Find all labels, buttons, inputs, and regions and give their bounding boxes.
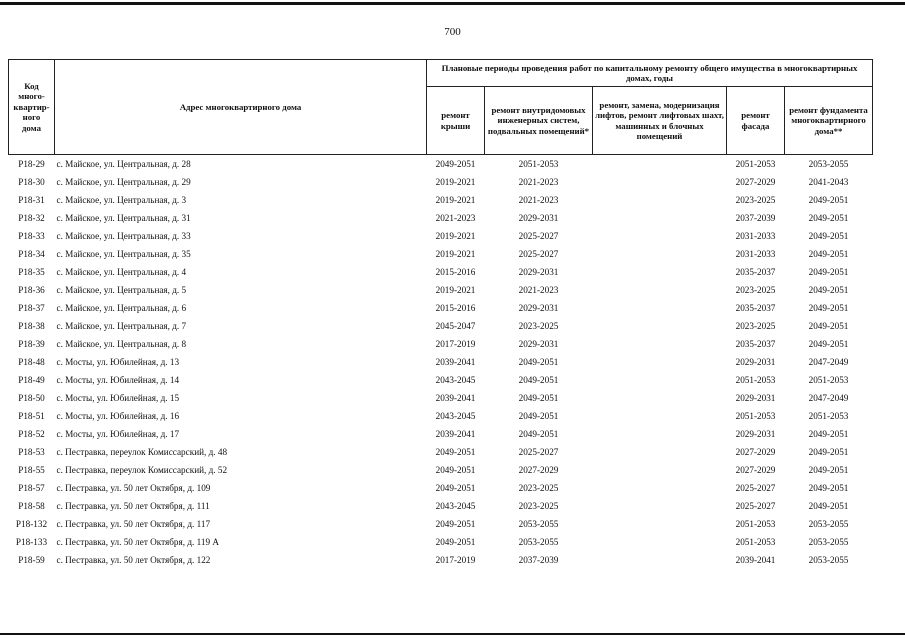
cell-roof: 2017-2019 bbox=[435, 339, 476, 349]
page-number: 700 bbox=[444, 26, 461, 38]
cell-address: с. Пестравка, ул. 50 лет Октября, д. 122 bbox=[56, 555, 211, 565]
header-foundation: ремонт фундамента многоквартирного дома** bbox=[785, 87, 873, 155]
cell-facade: 2051-2053 bbox=[735, 375, 776, 385]
cell-address: с. Пестравка, ул. 50 лет Октября, д. 119 А bbox=[56, 537, 219, 547]
cell-roof: 2049-2051 bbox=[435, 447, 476, 457]
table-row bbox=[9, 371, 873, 389]
cell-code: P18-34 bbox=[18, 249, 45, 259]
cell-address: с. Майское, ул. Центральная, д. 5 bbox=[56, 285, 187, 295]
header-code-line: дома bbox=[21, 122, 41, 133]
cell-foundation: 2049-2051 bbox=[808, 231, 849, 241]
table-row bbox=[9, 209, 873, 227]
cell-lifts bbox=[593, 407, 727, 425]
cell-lifts bbox=[593, 191, 727, 209]
cell-code: P18-53 bbox=[18, 447, 45, 457]
cell-address: с. Майское, ул. Центральная, д. 6 bbox=[56, 303, 187, 313]
cell-code: P18-36 bbox=[18, 285, 45, 295]
table-row bbox=[9, 317, 873, 335]
cell-roof: 2043-2045 bbox=[435, 375, 476, 385]
cell-systems: 2049-2051 bbox=[518, 375, 559, 385]
cell-address: с. Пестравка, переулок Комиссарский, д. 52 bbox=[56, 465, 228, 475]
cell-foundation: 2049-2051 bbox=[808, 213, 849, 223]
header-code bbox=[9, 60, 55, 155]
cell-address: с. Мосты, ул. Юбилейная, д. 13 bbox=[56, 357, 180, 367]
cell-systems: 2029-2031 bbox=[518, 267, 559, 277]
cell-systems: 2027-2029 bbox=[518, 465, 559, 475]
cell-code: P18-132 bbox=[15, 519, 48, 529]
table-row bbox=[9, 425, 873, 443]
table-row bbox=[9, 281, 873, 299]
table-row bbox=[9, 191, 873, 209]
cell-code: P18-59 bbox=[18, 555, 45, 565]
cell-roof: 2019-2021 bbox=[435, 177, 476, 187]
cell-facade: 2025-2027 bbox=[735, 483, 776, 493]
cell-code: P18-35 bbox=[18, 267, 45, 277]
cell-lifts bbox=[593, 515, 727, 533]
header-address: Адрес многоквартирного дома bbox=[55, 60, 427, 155]
cell-roof: 2017-2019 bbox=[435, 555, 476, 565]
cell-roof: 2043-2045 bbox=[435, 411, 476, 421]
cell-foundation: 2049-2051 bbox=[808, 339, 849, 349]
cell-systems: 2025-2027 bbox=[518, 447, 559, 457]
cell-code: P18-32 bbox=[18, 213, 45, 223]
cell-foundation: 2049-2051 bbox=[808, 249, 849, 259]
cell-code: P18-51 bbox=[18, 411, 45, 421]
bottom-rule bbox=[0, 633, 905, 635]
cell-systems: 2049-2051 bbox=[518, 393, 559, 403]
cell-facade: 2023-2025 bbox=[735, 285, 776, 295]
cell-address: с. Пестравка, ул. 50 лет Октября, д. 117 bbox=[56, 519, 211, 529]
cell-lifts bbox=[593, 227, 727, 245]
cell-roof: 2019-2021 bbox=[435, 285, 476, 295]
cell-systems: 2021-2023 bbox=[518, 285, 559, 295]
cell-code: P18-48 bbox=[18, 357, 45, 367]
table-row bbox=[9, 245, 873, 263]
cell-code: P18-58 bbox=[18, 501, 45, 511]
cell-roof: 2043-2045 bbox=[435, 501, 476, 511]
cell-address: с. Майское, ул. Центральная, д. 33 bbox=[56, 231, 191, 241]
cell-roof: 2049-2051 bbox=[435, 537, 476, 547]
table-row bbox=[9, 389, 873, 407]
cell-lifts bbox=[593, 497, 727, 515]
cell-address: с. Мосты, ул. Юбилейная, д. 16 bbox=[56, 411, 180, 421]
cell-facade: 2051-2053 bbox=[735, 411, 776, 421]
cell-address: с. Мосты, ул. Юбилейная, д. 17 bbox=[56, 429, 180, 439]
cell-code: P18-38 bbox=[18, 321, 45, 331]
cell-foundation: 2041-2043 bbox=[808, 177, 849, 187]
cell-foundation: 2049-2051 bbox=[808, 303, 849, 313]
cell-facade: 2051-2053 bbox=[735, 159, 776, 169]
cell-systems: 2051-2053 bbox=[518, 159, 559, 169]
cell-roof: 2049-2051 bbox=[435, 519, 476, 529]
cell-lifts bbox=[593, 443, 727, 461]
header-code-line: квартир- bbox=[13, 101, 50, 112]
table-row bbox=[9, 533, 873, 551]
cell-foundation: 2049-2051 bbox=[808, 483, 849, 493]
table-row bbox=[9, 443, 873, 461]
cell-roof: 2049-2051 bbox=[435, 483, 476, 493]
cell-facade: 2023-2025 bbox=[735, 321, 776, 331]
cell-lifts bbox=[593, 155, 727, 174]
cell-foundation: 2049-2051 bbox=[808, 465, 849, 475]
cell-systems: 2025-2027 bbox=[518, 231, 559, 241]
cell-foundation: 2053-2055 bbox=[808, 555, 849, 565]
header-roof: ремонт крыши bbox=[427, 87, 485, 155]
cell-lifts bbox=[593, 425, 727, 443]
cell-roof: 2039-2041 bbox=[435, 357, 476, 367]
cell-lifts bbox=[593, 209, 727, 227]
cell-systems: 2049-2051 bbox=[518, 429, 559, 439]
table-row bbox=[9, 227, 873, 245]
cell-code: P18-55 bbox=[18, 465, 45, 475]
table-row bbox=[9, 497, 873, 515]
table-row bbox=[9, 407, 873, 425]
cell-roof: 2021-2023 bbox=[435, 213, 476, 223]
cell-lifts bbox=[593, 551, 727, 569]
cell-foundation: 2049-2051 bbox=[808, 447, 849, 457]
cell-facade: 2031-2033 bbox=[735, 249, 776, 259]
table-row bbox=[9, 263, 873, 281]
cell-lifts bbox=[593, 317, 727, 335]
cell-facade: 2029-2031 bbox=[735, 357, 776, 367]
cell-systems: 2023-2025 bbox=[518, 483, 559, 493]
table-body bbox=[9, 155, 873, 570]
cell-foundation: 2047-2049 bbox=[808, 357, 849, 367]
cell-roof: 2045-2047 bbox=[435, 321, 476, 331]
header-code-line: Код bbox=[24, 80, 39, 91]
cell-systems: 2029-2031 bbox=[518, 339, 559, 349]
cell-lifts bbox=[593, 263, 727, 281]
header-code-line: много- bbox=[18, 91, 45, 102]
cell-lifts bbox=[593, 371, 727, 389]
cell-systems: 2025-2027 bbox=[518, 249, 559, 259]
cell-facade: 2031-2033 bbox=[735, 231, 776, 241]
cell-systems: 2049-2051 bbox=[518, 357, 559, 367]
cell-code: P18-39 bbox=[18, 339, 45, 349]
cell-address: с. Майское, ул. Центральная, д. 31 bbox=[56, 213, 191, 223]
cell-facade: 2023-2025 bbox=[735, 195, 776, 205]
cell-facade: 2025-2027 bbox=[735, 501, 776, 511]
cell-lifts bbox=[593, 389, 727, 407]
table-row bbox=[9, 335, 873, 353]
table-row bbox=[9, 353, 873, 371]
cell-lifts bbox=[593, 479, 727, 497]
cell-foundation: 2053-2055 bbox=[808, 537, 849, 547]
table-row bbox=[9, 461, 873, 479]
cell-roof: 2015-2016 bbox=[435, 267, 476, 277]
cell-facade: 2027-2029 bbox=[735, 447, 776, 457]
cell-code: P18-30 bbox=[18, 177, 45, 187]
cell-address: с. Майское, ул. Центральная, д. 7 bbox=[56, 321, 187, 331]
table-row bbox=[9, 155, 873, 174]
cell-roof: 2019-2021 bbox=[435, 249, 476, 259]
cell-facade: 2039-2041 bbox=[735, 555, 776, 565]
cell-code: P18-49 bbox=[18, 375, 45, 385]
cell-facade: 2029-2031 bbox=[735, 393, 776, 403]
cell-address: с. Пестравка, переулок Комиссарский, д. 48 bbox=[56, 447, 228, 457]
cell-foundation: 2049-2051 bbox=[808, 429, 849, 439]
table-row bbox=[9, 515, 873, 533]
cell-facade: 2027-2029 bbox=[735, 465, 776, 475]
table-row bbox=[9, 173, 873, 191]
cell-lifts bbox=[593, 299, 727, 317]
cell-foundation: 2053-2055 bbox=[808, 519, 849, 529]
cell-lifts bbox=[593, 461, 727, 479]
cell-address: с. Майское, ул. Центральная, д. 4 bbox=[56, 267, 187, 277]
cell-foundation: 2049-2051 bbox=[808, 285, 849, 295]
cell-address: с. Мосты, ул. Юбилейная, д. 15 bbox=[56, 393, 180, 403]
cell-code: P18-33 bbox=[18, 231, 45, 241]
cell-facade: 2027-2029 bbox=[735, 177, 776, 187]
cell-systems: 2023-2025 bbox=[518, 321, 559, 331]
cell-roof: 2019-2021 bbox=[435, 231, 476, 241]
cell-systems: 2053-2055 bbox=[518, 519, 559, 529]
cell-foundation: 2049-2051 bbox=[808, 501, 849, 511]
cell-address: с. Пестравка, ул. 50 лет Октября, д. 111 bbox=[56, 501, 210, 511]
cell-foundation: 2049-2051 bbox=[808, 321, 849, 331]
cell-address: с. Майское, ул. Центральная, д. 35 bbox=[56, 249, 191, 259]
cell-code: P18-52 bbox=[18, 429, 45, 439]
cell-lifts bbox=[593, 353, 727, 371]
header-code-line: ного bbox=[22, 112, 41, 123]
cell-facade: 2037-2039 bbox=[735, 213, 776, 223]
cell-code: P18-57 bbox=[18, 483, 45, 493]
cell-address: с. Майское, ул. Центральная, д. 29 bbox=[56, 177, 191, 187]
cell-foundation: 2051-2053 bbox=[808, 375, 849, 385]
cell-foundation: 2049-2051 bbox=[808, 267, 849, 277]
cell-code: P18-133 bbox=[15, 537, 48, 547]
cell-address: с. Мосты, ул. Юбилейная, д. 14 bbox=[56, 375, 180, 385]
header-systems: ремонт внутридомовых инженерных систем, подвальных помещений* bbox=[485, 87, 593, 155]
cell-code: P18-31 bbox=[18, 195, 45, 205]
cell-systems: 2053-2055 bbox=[518, 537, 559, 547]
cell-facade: 2035-2037 bbox=[735, 339, 776, 349]
cell-code: P18-37 bbox=[18, 303, 45, 313]
cell-code: P18-29 bbox=[18, 159, 45, 169]
cell-roof: 2015-2016 bbox=[435, 303, 476, 313]
cell-roof: 2039-2041 bbox=[435, 429, 476, 439]
cell-facade: 2035-2037 bbox=[735, 303, 776, 313]
table-row bbox=[9, 551, 873, 569]
cell-facade: 2029-2031 bbox=[735, 429, 776, 439]
cell-facade: 2051-2053 bbox=[735, 537, 776, 547]
table-row bbox=[9, 299, 873, 317]
cell-address: с. Пестравка, ул. 50 лет Октября, д. 109 bbox=[56, 483, 211, 493]
cell-systems: 2049-2051 bbox=[518, 411, 559, 421]
cell-facade: 2051-2053 bbox=[735, 519, 776, 529]
cell-systems: 2021-2023 bbox=[518, 195, 559, 205]
cell-facade: 2035-2037 bbox=[735, 267, 776, 277]
cell-roof: 2019-2021 bbox=[435, 195, 476, 205]
cell-foundation: 2053-2055 bbox=[808, 159, 849, 169]
cell-foundation: 2047-2049 bbox=[808, 393, 849, 403]
top-rule bbox=[0, 2, 905, 5]
cell-lifts bbox=[593, 281, 727, 299]
cell-roof: 2039-2041 bbox=[435, 393, 476, 403]
cell-roof: 2049-2051 bbox=[435, 465, 476, 475]
cell-address: с. Майское, ул. Центральная, д. 8 bbox=[56, 339, 187, 349]
cell-code: P18-50 bbox=[18, 393, 45, 403]
cell-systems: 2029-2031 bbox=[518, 303, 559, 313]
cell-systems: 2029-2031 bbox=[518, 213, 559, 223]
table-row bbox=[9, 479, 873, 497]
cell-foundation: 2051-2053 bbox=[808, 411, 849, 421]
cell-lifts bbox=[593, 245, 727, 263]
header-facade: ремонт фасада bbox=[727, 87, 785, 155]
cell-lifts bbox=[593, 173, 727, 191]
header-lifts: ремонт, замена, модернизация лифтов, ремонт лифтовых шахт, машинных и блочных помещений bbox=[593, 87, 727, 155]
cell-foundation: 2049-2051 bbox=[808, 195, 849, 205]
cell-address: с. Майское, ул. Центральная, д. 3 bbox=[56, 195, 187, 205]
cell-lifts bbox=[593, 335, 727, 353]
cell-address: с. Майское, ул. Центральная, д. 28 bbox=[56, 159, 191, 169]
cell-systems: 2023-2025 bbox=[518, 501, 559, 511]
repair-schedule-table bbox=[8, 59, 873, 569]
cell-roof: 2049-2051 bbox=[435, 159, 476, 169]
cell-systems: 2021-2023 bbox=[518, 177, 559, 187]
cell-systems: 2037-2039 bbox=[518, 555, 559, 565]
header-planned-periods: Плановые периоды проведения работ по капитальному ремонту общего имущества в многоквартирных домах, годы bbox=[427, 60, 873, 87]
cell-lifts bbox=[593, 533, 727, 551]
